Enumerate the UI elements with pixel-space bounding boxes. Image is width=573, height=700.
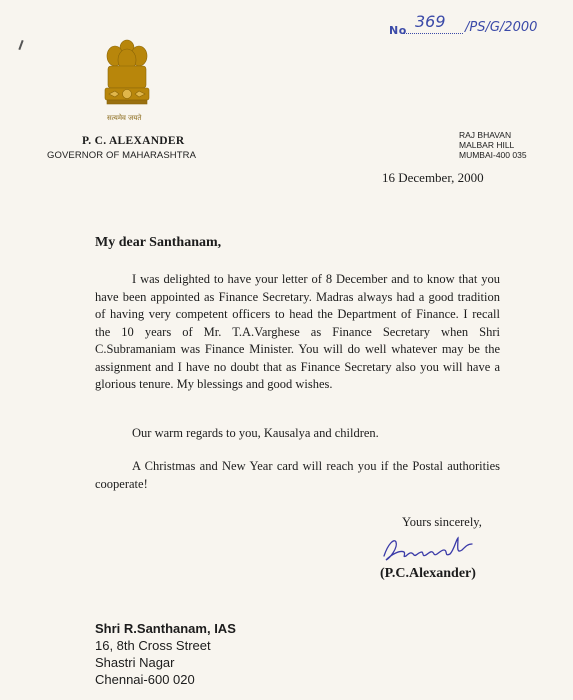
address-line: MALBAR HILL	[459, 140, 515, 150]
emblem-caption: सत्यमेव जयते	[107, 114, 142, 122]
sender-title: GOVERNOR OF MAHARASHTRA	[47, 150, 197, 161]
address-line: RAJ BHAVAN	[459, 130, 512, 140]
recipient-line: Chennai-600 020	[95, 672, 195, 687]
stamp-number: 369	[415, 12, 446, 31]
recipient-address	[95, 620, 236, 688]
margin-mark	[18, 40, 23, 50]
recipient-line: Shastri Nagar	[95, 655, 175, 670]
body-paragraph: I was delighted to have your letter of 8 December and to know that you have been appointed as Finance Secretary. Madras always had a good tradition of having very competent officers to head the Department of Finance. I recall the 10 years of Mr. T.A.Varghese as Finance Secretary when Shri C.Subramaniam was Finance Minister. You will do well whatever may be the assignment and I have no doubt that as Finance Secretary also you will have a glorious tenure. My blessings and good wishes.	[95, 272, 500, 391]
stamp-prefix: No	[389, 24, 407, 37]
sender-address	[459, 130, 527, 160]
address-line: MUMBAI-400 035	[459, 150, 527, 160]
signed-name: (P.C.Alexander)	[380, 566, 476, 581]
body-paragraph: Our warm regards to you, Kausalya and children.	[132, 426, 379, 440]
ashoka-emblem-icon	[97, 38, 157, 124]
letter-date: 16 December, 2000	[382, 170, 484, 185]
body-paragraph: A Christmas and New Year card will reach you if the Postal authorities cooperate!	[95, 459, 500, 491]
handwritten-signature	[378, 530, 478, 566]
sender-name: P. C. ALEXANDER	[82, 135, 185, 147]
salutation: My dear Santhanam,	[95, 235, 222, 250]
closing: Yours sincerely,	[402, 515, 482, 529]
recipient-line: 16, 8th Cross Street	[95, 638, 211, 653]
stamp-reference: /PS/G/2000	[465, 20, 538, 35]
recipient-name: Shri R.Santhanam, IAS	[95, 621, 236, 636]
stamp-dotted-line	[403, 33, 463, 34]
reference-stamp	[389, 14, 539, 38]
